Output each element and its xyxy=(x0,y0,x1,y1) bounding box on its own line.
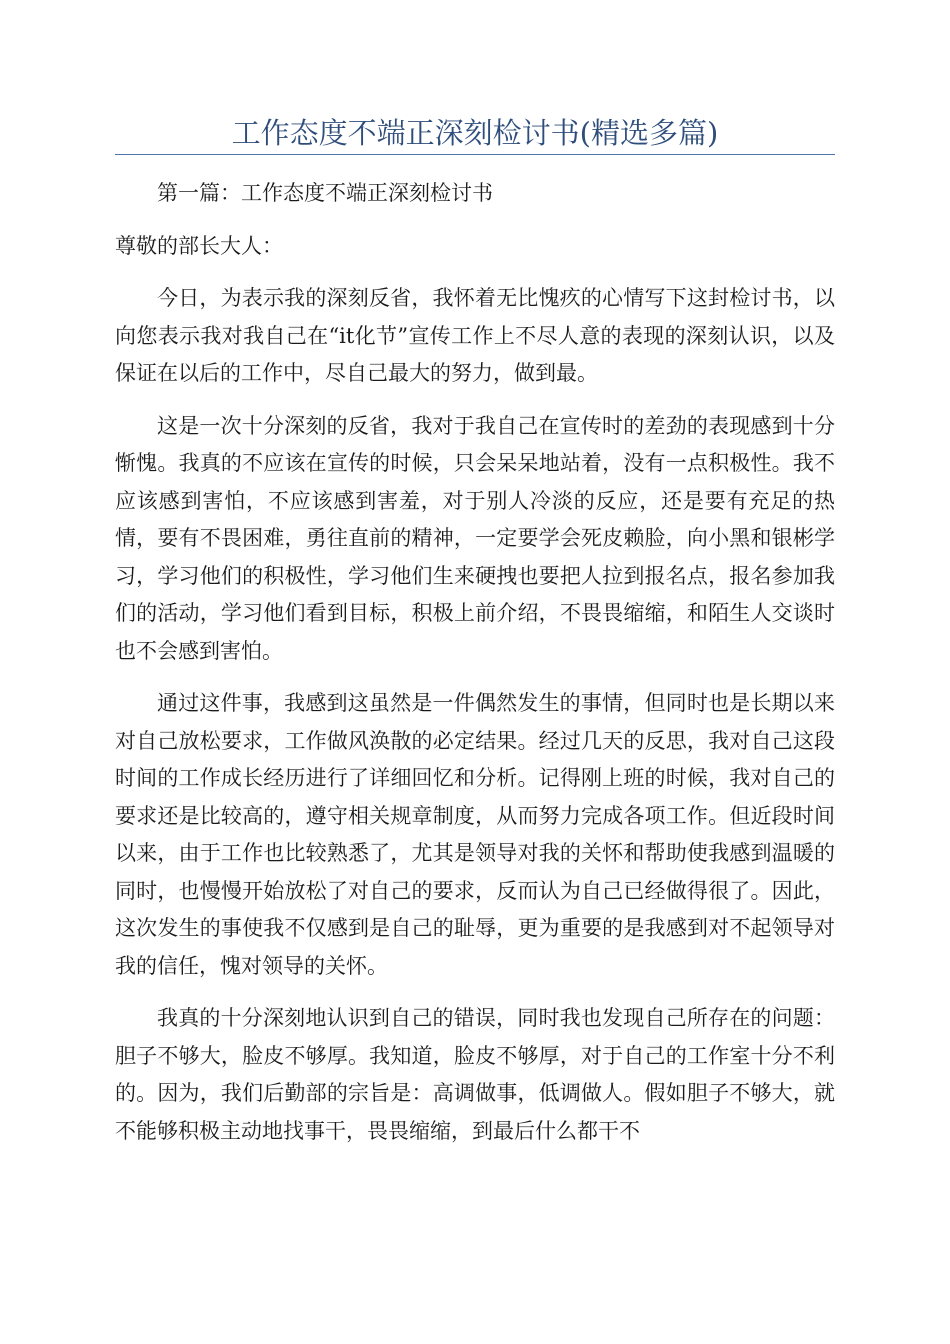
body-paragraph: 这是一次十分深刻的反省，我对于我自己在宣传时的差劲的表现感到十分惭愧。我真的不应该在宣传的时候，只会呆呆地站着，没有一点积极性。我不应该感到害怕，不应该感到害羞，对于别人冷淡的反应，还是要有充足的热情，要有不畏困难，勇往直前的精神，一定要学会死皮赖脸，向小黑和银彬学习，学习他们的积极性，学习他们生来硬拽也要把人拉到报名点，报名参加我们的活动，学习他们看到目标，积极上前介绍，不畏畏缩缩，和陌生人交谈时也不会感到害怕。 xyxy=(115,413,835,663)
salutation: 尊敬的部长大人： xyxy=(115,233,283,258)
body-paragraph: 我真的十分深刻地认识到自己的错误，同时我也发现自己所存在的问题：胆子不够大，脸皮不够厚。我知道，脸皮不够厚，对于自己的工作室十分不利的。因为，我们后勤部的宗旨是：高调做事，低调做人。假如胆子不够大，就不能够积极主动地找事干，畏畏缩缩，到最后什么都干不 xyxy=(115,1006,835,1143)
body-paragraph: 通过这件事，我感到这虽然是一件偶然发生的事情，但同时也是长期以来对自己放松要求，工作做风涣散的必定结果。经过几天的反思，我对自己这段时间的工作成长经历进行了详细回忆和分析。记得刚上班的时候，我对自己的要求还是比较高的，遵守相关规章制度，从而努力完成各项工作。但近段时间以来，由于工作也比较熟悉了，尤其是领导对我的关怀和帮助使我感到温暖的同时，也慢慢开始放松了对自己的要求，反而认为自己已经做得很了。因此，这次发生的事使我不仅感到是自己的耻辱，更为重要的是我感到对不起领导对我的信任，愧对领导的关怀。 xyxy=(115,691,835,978)
section-heading: 第一篇：工作态度不端正深刻检讨书 xyxy=(157,181,493,205)
title-underline xyxy=(115,154,835,155)
body-paragraph: 今日，为表示我的深刻反省，我怀着无比愧疚的心情写下这封检讨书，以向您表示我对我自己在“it化节”宣传工作上不尽人意的表现的深刻认识，以及保证在以后的工作中，尽自己最大的努力，做到最。 xyxy=(115,286,835,385)
document-body xyxy=(115,175,835,1165)
document-title: 工作态度不端正深刻检讨书(精选多篇) xyxy=(231,116,719,150)
